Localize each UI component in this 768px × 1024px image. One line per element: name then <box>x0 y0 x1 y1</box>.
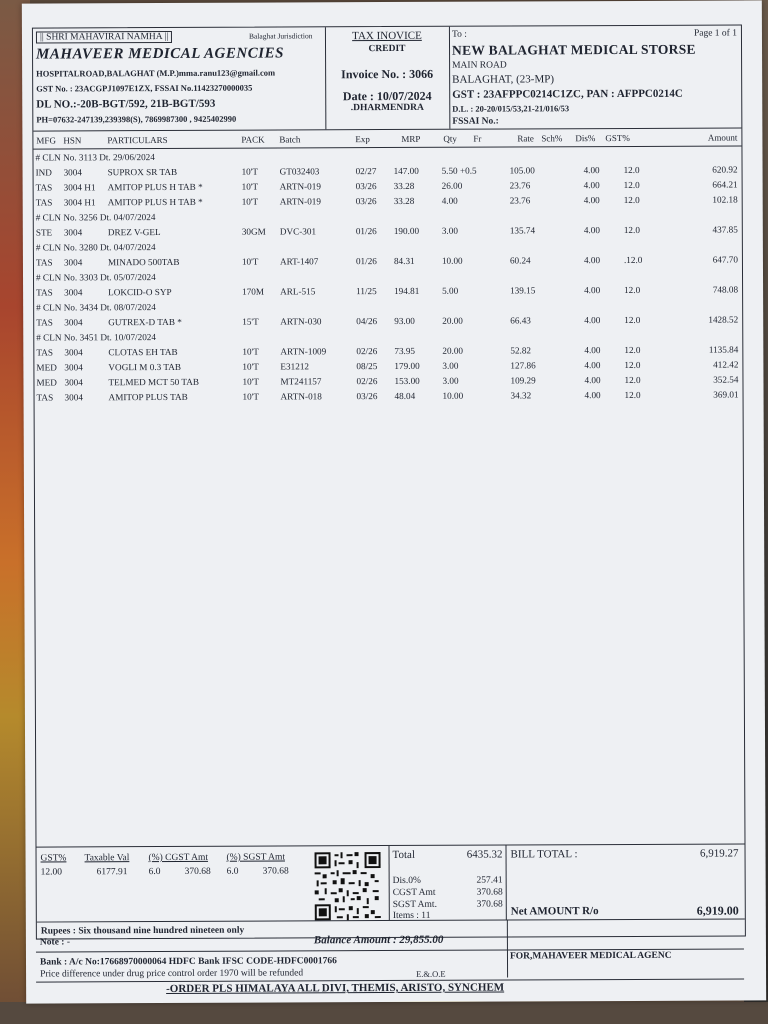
row-mrp: 48.04 <box>394 390 416 401</box>
row-batch: ART-1407 <box>279 256 319 267</box>
row-dis: 4.00 <box>584 285 601 296</box>
challan-label: # CLN No. 3451 Dt. 10/07/2024 <box>36 332 157 343</box>
bill-total-block <box>504 844 744 919</box>
col-hsn: HSN <box>63 135 82 146</box>
row-dis: 4.00 <box>584 390 601 401</box>
row-gst: 12.0 <box>623 224 640 235</box>
row-gst: 12.0 <box>624 389 641 400</box>
row-dis: 4.00 <box>583 195 600 206</box>
col-batch: Batch <box>279 134 301 145</box>
row-hsn: 3004 <box>64 347 83 358</box>
item-rows <box>33 147 742 405</box>
tax-h-taxable: Taxable Val <box>84 853 130 864</box>
buyer-dl: D.L. : 20-20/015/53,21-21/016/53 <box>452 103 570 114</box>
row-mrp: 84.31 <box>393 255 415 266</box>
row-amount: 748.08 <box>712 284 739 295</box>
row-pack: 10'T <box>242 346 259 357</box>
row-rate: 66.43 <box>510 315 531 326</box>
row-pack: 10'T <box>241 256 259 267</box>
col-sch: Sch% <box>541 133 563 144</box>
item-row <box>35 387 743 405</box>
row-qty: 20.00 <box>442 345 464 356</box>
row-mfg: TAS <box>36 347 53 358</box>
row-item: SUPROX SR TAB <box>107 166 178 178</box>
col-qty: Qty <box>443 133 457 144</box>
bank-details: Bank : A/c No:17668970000064 HDFC Bank IFSC CODE-HDFC0001766 <box>39 956 337 968</box>
row-exp: 01/26 <box>355 226 377 237</box>
sgst-value: 370.68 <box>476 899 503 910</box>
row-exp: 02/27 <box>355 166 377 177</box>
row-item: VOGLI M 0.3 TAB <box>108 361 182 373</box>
col-particulars: PARTICULARS <box>107 134 168 146</box>
row-hsn: 3004 H1 <box>63 197 96 208</box>
seller-jurisdiction: Balaghat Jurisdiction <box>248 31 313 41</box>
challan-label: # CLN No. 3434 Dt. 08/07/2024 <box>36 302 156 313</box>
tax-summary <box>37 846 307 921</box>
row-exp: 08/25 <box>356 361 378 372</box>
net-amount-value: 6,919.00 <box>696 903 739 918</box>
row-pack: 10'T <box>242 391 260 402</box>
seller-block <box>33 27 326 130</box>
row-hsn: 3004 <box>63 257 83 268</box>
row-batch: ARL-515 <box>280 286 316 297</box>
row-exp: 03/26 <box>355 196 377 207</box>
row-hsn: 3004 <box>63 227 83 238</box>
row-qty: 3.00 <box>441 225 458 236</box>
tax-sgst-amt: 370.68 <box>262 866 289 877</box>
row-pack: 170M <box>242 286 265 297</box>
row-exp: 04/26 <box>356 316 378 327</box>
total-label: Total <box>392 848 416 862</box>
tax-h-cgst: (%) CGST Amt <box>148 852 209 864</box>
challan-label: # CLN No. 3256 Dt. 04/07/2024 <box>35 212 156 223</box>
row-qty: 5.00 <box>442 285 459 296</box>
cgst-value: 370.68 <box>476 887 503 898</box>
row-batch: DVC-301 <box>279 226 317 237</box>
row-dis: 4.00 <box>584 315 601 326</box>
order-note: -ORDER PLS HIMALAYA ALL DIVI, THEMIS, ARISTO, SYNCHEM <box>166 981 505 995</box>
row-rate: 23.76 <box>509 180 531 191</box>
row-qty: 10.00 <box>441 255 463 266</box>
row-rate: 34.32 <box>510 390 532 401</box>
row-gst: 12.0 <box>624 314 641 325</box>
col-exp: Exp <box>355 134 370 145</box>
seller-name: MAHAVEER MEDICAL AGENCIES <box>36 45 284 63</box>
row-dis: 4.00 <box>584 345 601 356</box>
row-mfg: TAS <box>35 197 53 208</box>
row-qty: 3.00 <box>442 375 459 386</box>
row-rate: 135.74 <box>509 225 536 236</box>
row-gst: 12.0 <box>623 194 640 205</box>
row-mrp: 153.00 <box>394 375 420 386</box>
row-amount: 102.18 <box>712 194 738 205</box>
buyer-address-line1: MAIN ROAD <box>452 60 507 71</box>
qr-code-graphic <box>313 850 383 922</box>
challan-label: # CLN No. 3303 Dt. 05/07/2024 <box>35 272 156 283</box>
seller-phone: PH=07632-247139,239398(S), 7869987300 , 9425402990 <box>36 113 237 125</box>
row-mrp: 179.00 <box>394 360 420 371</box>
invoice-header <box>33 25 741 131</box>
row-pack: 10'T <box>241 196 259 207</box>
row-exp: 01/26 <box>355 256 377 267</box>
balance-amount: Balance Amount : 29,855.00 <box>313 933 444 947</box>
row-amount: 437.85 <box>712 224 738 235</box>
col-pack: PACK <box>241 134 265 145</box>
row-mrp: 93.00 <box>394 315 415 326</box>
row-rate: 52.82 <box>510 345 532 356</box>
row-batch: ARTN-018 <box>280 391 322 402</box>
row-gst: 12.0 <box>623 179 640 190</box>
row-dis: 4.00 <box>583 225 600 236</box>
price-note: Price difference under drug price control order 1970 will be refunded <box>40 968 304 980</box>
row-mfg: TAS <box>35 257 53 268</box>
row-rate: 23.76 <box>509 195 531 206</box>
challan-label: # CLN No. 3280 Dt. 04/07/2024 <box>35 242 156 253</box>
row-mfg: MED <box>36 377 57 388</box>
row-item: LOKCID-O SYP <box>108 286 172 298</box>
col-amount: Amount <box>707 132 738 143</box>
row-hsn: 3004 H1 <box>63 182 96 193</box>
col-gst: GST% <box>605 132 630 144</box>
row-qty: 10.00 <box>442 390 464 401</box>
buyer-address-line2: BALAGHAT, (23-MP) <box>452 73 555 86</box>
row-pack: 10'T <box>242 376 259 387</box>
row-exp: 02/26 <box>356 376 378 387</box>
row-gst: .12.0 <box>623 254 643 265</box>
background-bottom <box>0 1002 768 1024</box>
row-dis: 4.00 <box>583 180 600 191</box>
tax-sgst-pct: 6.0 <box>226 866 239 877</box>
row-pack: 15'T <box>242 316 259 327</box>
row-gst: 12.0 <box>624 344 641 355</box>
invoice-footer <box>37 843 745 939</box>
net-amount-label: Net AMOUNT R/o <box>510 905 599 918</box>
seller-motto: || SHRI MAHAVIRAI NAMHA || <box>36 31 172 44</box>
buyer-name: NEW BALAGHAT MEDICAL STORSE <box>451 41 696 58</box>
invoice-date: Date : 10/07/2024 <box>342 88 432 104</box>
challan-label: # CLN No. 3113 Dt. 29/06/2024 <box>35 152 155 163</box>
row-amount: 620.92 <box>712 164 738 175</box>
bill-total-value: 6,919.27 <box>700 847 739 860</box>
invoice-type: TAX INOVICE <box>352 29 422 43</box>
row-pack: 10'T <box>241 166 259 177</box>
row-mfg: TAS <box>35 182 53 193</box>
row-hsn: 3004 <box>64 287 83 298</box>
row-exp: 02/26 <box>356 346 378 357</box>
row-pack: 10'T <box>241 181 259 192</box>
salesman-name: .DHARMENDRA <box>350 102 424 114</box>
row-rate: 109.29 <box>510 375 536 386</box>
sgst-label: SGST Amt. <box>392 899 437 911</box>
row-exp: 03/26 <box>355 181 377 192</box>
row-gst: 12.0 <box>624 359 641 370</box>
tax-cgst-amt: 370.68 <box>184 866 211 877</box>
row-batch: ARTN-019 <box>279 196 322 207</box>
totals-block <box>389 846 507 921</box>
invoice-info <box>325 27 450 130</box>
tax-taxable: 6177.91 <box>96 867 128 878</box>
row-qty: 4.00 <box>441 195 458 206</box>
row-mrp: 147.00 <box>393 165 419 176</box>
row-dis: 4.00 <box>584 375 601 386</box>
row-mfg: TAS <box>36 392 54 403</box>
row-exp: 03/26 <box>356 391 378 402</box>
row-item: AMITOP PLUS H TAB * <box>107 181 203 193</box>
col-fr: Fr <box>473 133 482 144</box>
row-amount: 369.01 <box>713 389 739 400</box>
row-batch: MT241157 <box>280 376 322 387</box>
table-header <box>33 127 741 149</box>
row-rate: 127.86 <box>510 360 536 371</box>
row-mrp: 33.28 <box>393 195 415 206</box>
row-batch: ARTN-019 <box>279 181 321 192</box>
row-amount: 412.42 <box>713 359 739 370</box>
buyer-fssai: FSSAI No.: <box>452 116 499 127</box>
row-qty: 3.00 <box>442 360 459 371</box>
row-item: MINADO 500TAB <box>107 256 180 268</box>
row-hsn: 3004 <box>64 377 83 388</box>
buyer-to-label: To : <box>451 29 467 40</box>
row-batch: E31212 <box>280 361 310 372</box>
tax-gst: 12.00 <box>40 867 63 878</box>
note-label: Note : - <box>39 937 71 948</box>
bill-total-label: BILL TOTAL : <box>510 848 578 861</box>
row-mfg: IND <box>35 167 52 178</box>
row-rate: 139.15 <box>510 285 536 296</box>
total-value: 6435.32 <box>466 848 503 861</box>
row-item: AMITOP PLUS H TAB * <box>107 196 203 208</box>
row-dis: 4.00 <box>583 255 601 266</box>
row-hsn: 3004 <box>64 392 83 403</box>
row-mrp: 194.81 <box>394 285 420 296</box>
amount-in-words: Rupees : Six thousand nine hundred nineteen only <box>40 925 245 937</box>
row-item: AMITOP PLUS TAB <box>108 391 188 403</box>
row-amount: 664.21 <box>712 179 738 190</box>
seller-gst-fssai: GST No. : 23ACGPJ1097E1ZX, FSSAI No.11423270000035 <box>36 82 253 94</box>
row-mfg: TAS <box>36 317 53 328</box>
row-pack: 30GM <box>241 226 266 237</box>
items-count: Items : 11 <box>392 910 431 922</box>
row-dis: 4.00 <box>583 165 600 176</box>
row-gst: 12.0 <box>623 164 640 175</box>
row-mfg: STE <box>35 227 53 238</box>
col-dis: Dis% <box>575 133 596 144</box>
row-item: GUTREX-D TAB * <box>108 316 182 328</box>
tax-h-sgst: (%) SGST Amt <box>226 852 285 863</box>
eoe-label: E.&.O.E <box>416 968 446 979</box>
row-item: CLOTAS EH TAB <box>108 346 178 358</box>
cgst-label: CGST Amt <box>392 887 436 899</box>
buyer-gst-pan: GST : 23AFPPC0214C1ZC, PAN : AFPPC0214C <box>452 87 683 101</box>
row-hsn: 3004 <box>64 317 83 328</box>
row-gst: 12.0 <box>624 284 641 295</box>
row-batch: GT032403 <box>279 166 320 177</box>
row-hsn: 3004 <box>64 362 83 373</box>
row-amount: 352.54 <box>713 374 739 385</box>
row-gst: 12.0 <box>624 374 641 385</box>
col-rate: Rate <box>517 133 534 144</box>
discount-value: 257.41 <box>476 875 503 886</box>
seller-address: HOSPITALROAD,BALAGHAT (M.P.)mma.ranu123@gmail.com <box>36 67 276 79</box>
row-qty: 5.50 +0.5 <box>441 165 477 176</box>
seller-dl: DL NO.:-20B-BGT/592, 21B-BGT/593 <box>36 97 216 111</box>
row-qty: 20.00 <box>442 315 463 326</box>
row-hsn: 3004 <box>63 167 82 178</box>
col-mfg: MFG <box>36 135 56 146</box>
invoice-frame <box>32 24 746 939</box>
row-exp: 11/25 <box>356 286 377 297</box>
row-amount: 647.70 <box>712 254 738 265</box>
discount-label: Dis.0% <box>392 875 421 887</box>
row-pack: 10'T <box>242 361 259 372</box>
row-amount: 1428.52 <box>708 314 739 325</box>
row-item: DREZ V-GEL <box>107 227 161 238</box>
invoice-paper <box>22 0 766 1003</box>
col-mrp: MRP <box>401 133 421 144</box>
for-signature: FOR,MAHAVEER MEDICAL AGENC <box>509 950 672 962</box>
buyer-block <box>449 25 741 128</box>
row-mrp: 73.95 <box>394 345 416 356</box>
row-mfg: TAS <box>36 287 53 298</box>
row-item: TELMED MCT 50 TAB <box>108 376 200 388</box>
row-mfg: MED <box>36 362 57 373</box>
row-batch: ARTN-1009 <box>280 346 327 357</box>
qr-code <box>313 850 383 922</box>
invoice-mode: CREDIT <box>368 43 406 55</box>
row-rate: 105.00 <box>509 165 535 176</box>
row-mrp: 190.00 <box>393 225 420 236</box>
page-number: Page 1 of 1 <box>693 28 737 39</box>
row-batch: ARTN-030 <box>280 316 322 327</box>
tax-h-gst: GST% <box>40 853 67 864</box>
tax-cgst-pct: 6.0 <box>148 867 161 878</box>
row-amount: 1135.84 <box>708 344 739 355</box>
row-qty: 26.00 <box>441 180 463 191</box>
row-mrp: 33.28 <box>393 180 415 191</box>
invoice-number: Invoice No. : 3066 <box>341 66 434 82</box>
row-dis: 4.00 <box>584 360 601 371</box>
row-rate: 60.24 <box>509 255 531 266</box>
